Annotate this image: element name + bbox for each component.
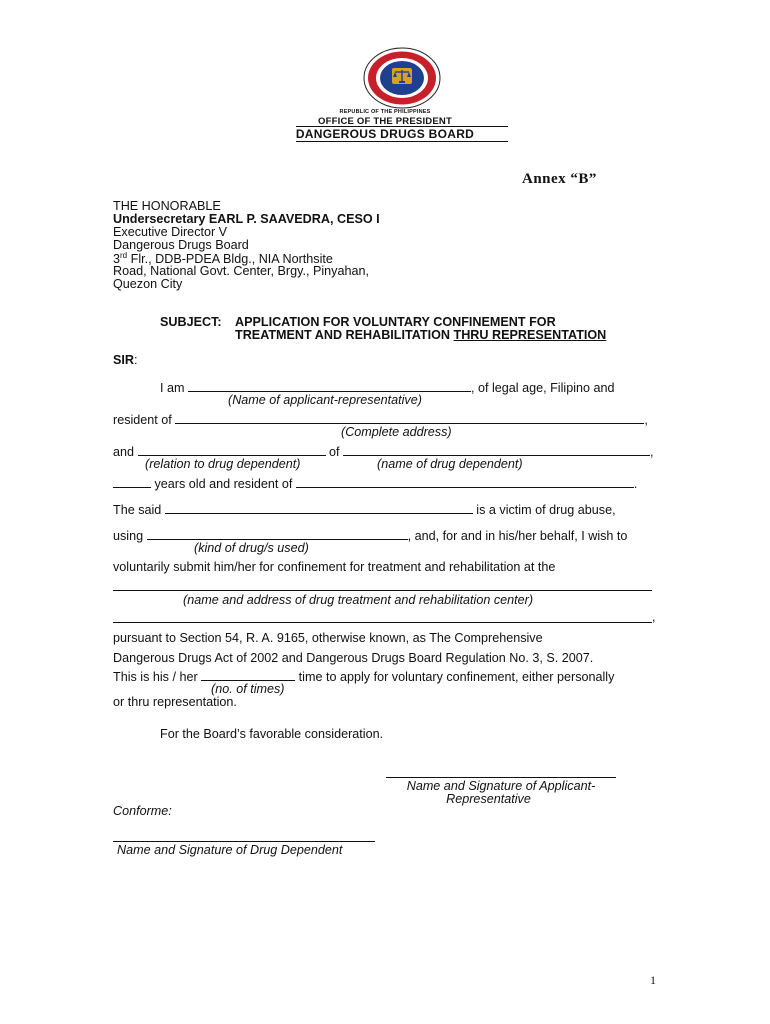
addressee-line6: Road, National Govt. Center, Brgy., Pinyahan, bbox=[113, 264, 369, 278]
addressee-line7: Quezon City bbox=[113, 277, 183, 291]
center-name-field[interactable] bbox=[113, 590, 652, 591]
caption-drugs: (kind of drug/s used) bbox=[194, 541, 309, 555]
addressee-line4: Dangerous Drugs Board bbox=[113, 238, 249, 252]
center-comma: , bbox=[652, 610, 656, 624]
the-said-line: The said is a victim of drug abuse, bbox=[113, 503, 616, 517]
consideration-line: For the Board’s favorable consideration. bbox=[160, 727, 384, 741]
applicant-signature-caption2: Representative bbox=[446, 792, 531, 806]
resident-line: resident of , bbox=[113, 413, 648, 427]
caption-center: (name and address of drug treatment and rehabilitation center) bbox=[183, 593, 534, 607]
conforme-label: Conforme: bbox=[113, 804, 172, 818]
subject-line2: TREATMENT AND REHABILITATION THRU REPRESENTATION bbox=[235, 328, 607, 342]
drugs-used-field[interactable] bbox=[147, 528, 408, 540]
applicant-name-field[interactable] bbox=[188, 380, 471, 392]
caption-applicant: (Name of applicant-representative) bbox=[228, 393, 422, 407]
addressee-line5: 3rd Flr., DDB-PDEA Bldg., NIA Northsite bbox=[113, 251, 333, 267]
ddb-seal-icon bbox=[362, 46, 442, 110]
subject-line1: APPLICATION FOR VOLUNTARY CONFINEMENT FOR bbox=[235, 315, 556, 329]
or-thru-line: or thru representation. bbox=[113, 695, 237, 709]
caption-address: (Complete address) bbox=[341, 425, 452, 439]
applicant-signature-caption1: Name and Signature of Applicant- bbox=[406, 779, 596, 793]
pursuant-line: pursuant to Section 54, R. A. 9165, otherwise known, as The Comprehensive bbox=[113, 631, 543, 645]
dependent-signature-caption: Name and Signature of Drug Dependent bbox=[117, 843, 343, 857]
times-field[interactable] bbox=[201, 669, 295, 681]
act-line: Dangerous Drugs Act of 2002 and Dangerous Drugs Board Regulation No. 3, S. 2007. bbox=[113, 651, 594, 665]
victim-name-field[interactable] bbox=[165, 502, 473, 514]
this-is-line: This is his / her time to apply for voluntary confinement, either personally bbox=[113, 670, 615, 684]
center-address-field[interactable] bbox=[113, 622, 652, 623]
salutation: SIR: bbox=[113, 353, 138, 367]
applicant-signature-line[interactable] bbox=[386, 777, 616, 778]
page-number: 1 bbox=[650, 973, 656, 987]
annex-label: Annex “B” bbox=[522, 171, 597, 187]
i-am-line: I am , of legal age, Filipino and bbox=[160, 381, 615, 395]
addressee-line2: Undersecretary EARL P. SAAVEDRA, CESO I bbox=[113, 212, 380, 226]
header-office: OFFICE OF THE PRESIDENT bbox=[318, 116, 452, 127]
addressee-line1: THE HONORABLE bbox=[113, 199, 221, 213]
header-board: DANGEROUS DRUGS BOARD bbox=[295, 127, 475, 141]
caption-times: (no. of times) bbox=[211, 682, 285, 696]
caption-dependent: (name of drug dependent) bbox=[377, 457, 523, 471]
relation-line: and of , bbox=[113, 445, 654, 459]
subject-label: SUBJECT: bbox=[160, 315, 222, 329]
age-field[interactable] bbox=[113, 476, 151, 488]
years-line: years old and resident of . bbox=[113, 476, 637, 491]
complete-address-field[interactable] bbox=[175, 412, 644, 424]
header-republic: REPUBLIC OF THE PHILIPPINES bbox=[339, 109, 431, 115]
caption-relation: (relation to drug dependent) bbox=[145, 457, 301, 471]
using-line: using , and, for and in his/her behalf, I wish to bbox=[113, 529, 628, 543]
dependent-signature-line[interactable] bbox=[113, 841, 375, 842]
dependent-name-field[interactable] bbox=[343, 444, 650, 456]
relation-field[interactable] bbox=[138, 444, 326, 456]
addressee-line3: Executive Director V bbox=[113, 225, 228, 239]
dependent-residence-field[interactable] bbox=[296, 476, 634, 488]
voluntarily-line: voluntarily submit him/her for confinement for treatment and rehabilitation at the bbox=[113, 560, 556, 574]
